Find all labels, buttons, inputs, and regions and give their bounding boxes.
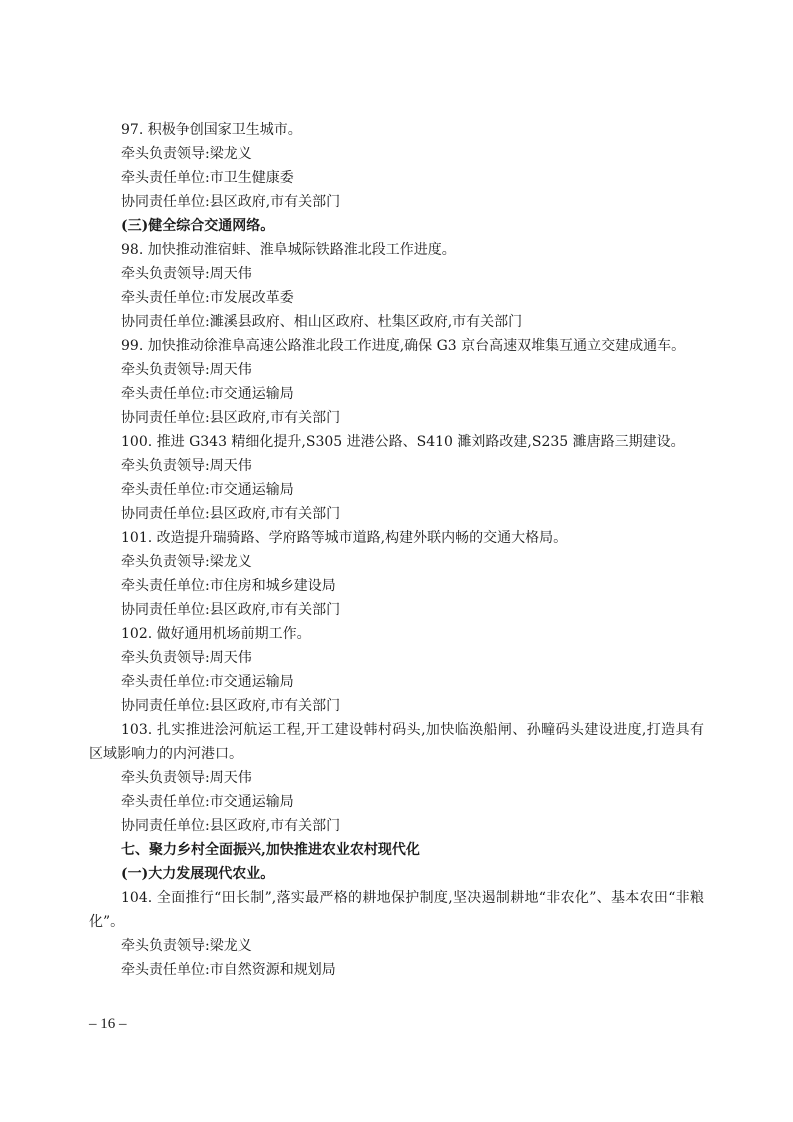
text-line: 牵头责任单位:市卫生健康委 [121,170,294,186]
text-line: 牵头负责领导:梁龙义 [121,146,252,162]
text-line: 牵头负责领导:梁龙义 [121,938,252,954]
text-line: 牵头负责领导:周天伟 [121,770,252,786]
text-line: 97. 积极争创国家卫生城市。 [121,122,302,138]
text-line: 牵头责任单位:市交通运输局 [121,482,294,498]
text-line: 牵头责任单位:市交通运输局 [121,386,294,402]
section-heading: (三)健全综合交通网络。 [121,218,275,234]
text-line: 牵头责任单位:市交通运输局 [121,794,294,810]
text-line: 牵头责任单位:市交通运输局 [121,674,294,690]
text-line: 区域影响力的内河港口。 [89,746,243,762]
text-line: 协同责任单位:县区政府,市有关部门 [121,410,341,426]
section-heading: (一)大力发展现代农业。 [121,866,275,882]
text-line: 牵头责任单位:市自然资源和规划局 [121,962,336,978]
text-line: 103. 扎实推进浍河航运工程,开工建设韩村码头,加快临涣船闸、孙疃码头建设进度,打造具有 [121,722,704,738]
text-line: 协同责任单位:县区政府,市有关部门 [121,698,341,714]
text-line: 协同责任单位:县区政府,市有关部门 [121,506,341,522]
text-line: 牵头责任单位:市发展改革委 [121,290,294,306]
text-line: 98. 加快推动淮宿蚌、淮阜城际铁路淮北段工作进度。 [121,242,456,258]
text-line: 102. 做好通用机场前期工作。 [121,626,311,642]
text-line: 牵头负责领导:梁龙义 [121,554,252,570]
text-line: 牵头责任单位:市住房和城乡建设局 [121,578,336,594]
text-line: 协同责任单位:县区政府,市有关部门 [121,602,341,618]
text-line: 牵头负责领导:周天伟 [121,650,252,666]
document-body [89,118,704,982]
page-number: – 16 – [89,1016,127,1032]
text-line: 协同责任单位:濉溪县政府、相山区政府、杜集区政府,市有关部门 [121,314,523,330]
text-line: 协同责任单位:县区政府,市有关部门 [121,194,341,210]
text-line: 牵头负责领导:周天伟 [121,362,252,378]
section-heading: 七、聚力乡村全面振兴,加快推进农业农村现代化 [121,842,420,858]
text-line: 104. 全面推行“田长制”,落实最严格的耕地保护制度,坚决遏制耕地“非农化”、基本农田“非粮 [121,890,704,906]
text-line: 协同责任单位:县区政府,市有关部门 [121,818,341,834]
text-line: 101. 改造提升瑞骑路、学府路等城市道路,构建外联内畅的交通大格局。 [121,530,568,546]
text-line: 牵头负责领导:周天伟 [121,266,252,282]
text-line: 牵头负责领导:周天伟 [121,458,252,474]
text-line: 99. 加快推动徐淮阜高速公路淮北段工作进度,确保 G3 京台高速双堆集互通立交建成通车。 [121,338,686,354]
text-line: 100. 推进 G343 精细化提升,S305 进港公路、S410 濉刘路改建,S235 濉唐路三期建设。 [121,434,685,450]
text-line: 化”。 [89,914,125,930]
